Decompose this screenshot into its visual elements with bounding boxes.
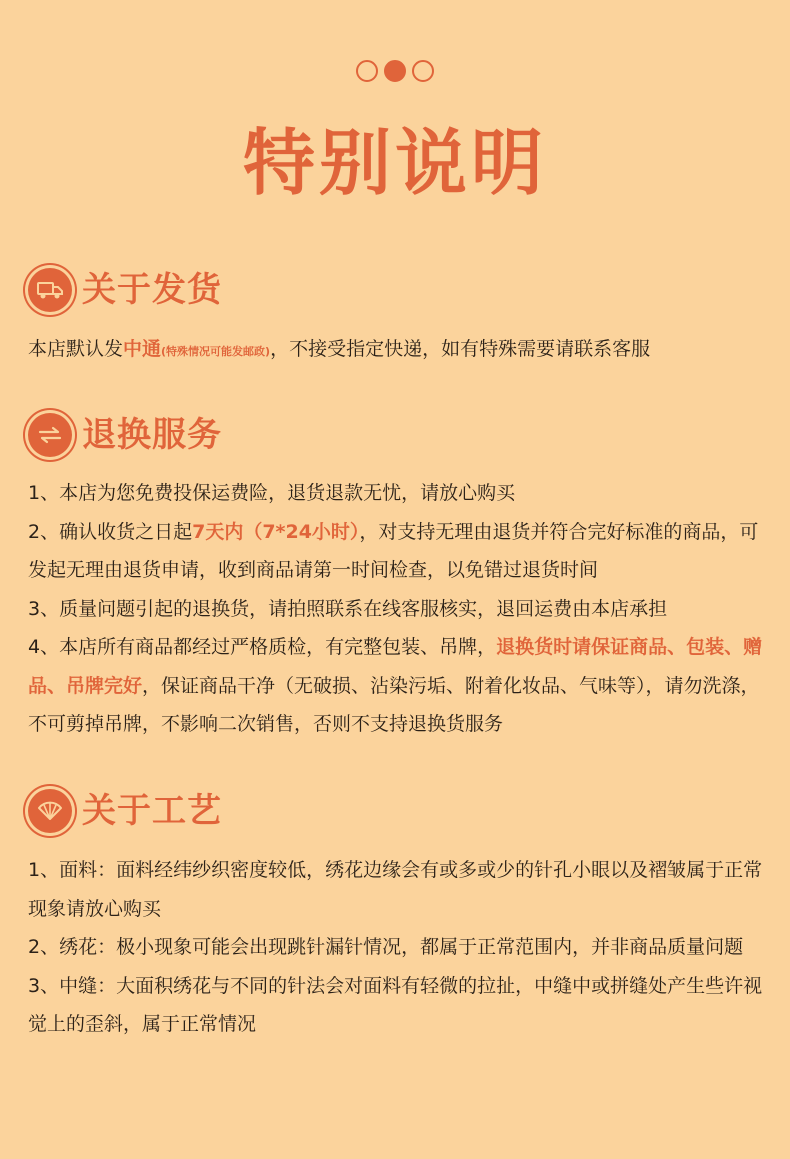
returns-item-4-after: ，保证商品干净（无破损、沾染污垢、附着化妆品、气味等），请勿洗涤，不可剪掉吊牌，不影响二次销售，否则不支持退换货服务 [28, 674, 760, 735]
page-title: 特别说明 [242, 120, 547, 205]
section-title-craft: 关于工艺 [82, 791, 222, 831]
returns-paragraph [28, 474, 768, 744]
returns-item-4 [28, 628, 768, 744]
craft-item-1: 1、面料：面料经纬纱织密度较低，绣花边缘会有或多或少的针孔小眼以及褶皱属于正常现象请放心购买 [28, 859, 763, 920]
returns-item-2-before: 2、确认收货之日起 [28, 520, 193, 543]
courier-note: (特殊情况可能发邮政) [161, 345, 271, 358]
returns-item-2-highlight: 7天内（7*24小时） [192, 520, 360, 543]
dot-filled-center [384, 60, 406, 82]
craft-item-2: 2、绣花：极小现象可能会出现跳针漏针情况，都属于正常范围内，并非商品质量问题 [28, 936, 744, 958]
shipping-text-after: ，不接受指定快递，如有特殊需要请联系客服 [270, 338, 651, 360]
craft-paragraph [28, 851, 768, 1044]
returns-item-2 [28, 513, 768, 590]
returns-item-4-highlight: 退换货时请保证商品、包装、赠品、吊牌完好 [28, 636, 763, 697]
shipping-text-before: 本店默认发 [28, 338, 124, 360]
section-craft-header [28, 789, 222, 833]
dot-outline-right [412, 60, 434, 82]
section-returns-header [28, 413, 222, 457]
exchange-arrows-icon [28, 413, 72, 457]
craft-item-3: 3、中缝：大面积绣花与不同的针法会对面料有轻微的拉扯，中缝中或拼缝处产生些许视觉上的歪斜，属于正常情况 [28, 974, 763, 1035]
returns-item-3: 3、质量问题引起的退换货，请拍照联系在线客服核实，退回运费由本店承担 [28, 597, 668, 620]
courier-name: 中通 [123, 338, 162, 360]
returns-item-4-before: 4、本店所有商品都经过严格质检，有完整包装、吊牌， [28, 636, 497, 658]
section-title-returns: 退换服务 [82, 415, 222, 455]
truck-icon [28, 268, 72, 312]
fan-icon [28, 789, 72, 833]
returns-item-1: 1、本店为您免费投保运费险，退货退款无忧，请放心购买 [28, 482, 516, 504]
dot-outline-left [356, 60, 378, 82]
shipping-paragraph [28, 330, 768, 372]
decorative-dots [0, 60, 790, 82]
section-shipping-header [28, 268, 222, 312]
returns-item-2-after: ，对支持无理由退货并符合完好标准的商品，可发起无理由退货申请，收到商品请第一时间检查，以免错过退货时间 [28, 520, 759, 581]
section-title-shipping: 关于发货 [82, 270, 222, 310]
